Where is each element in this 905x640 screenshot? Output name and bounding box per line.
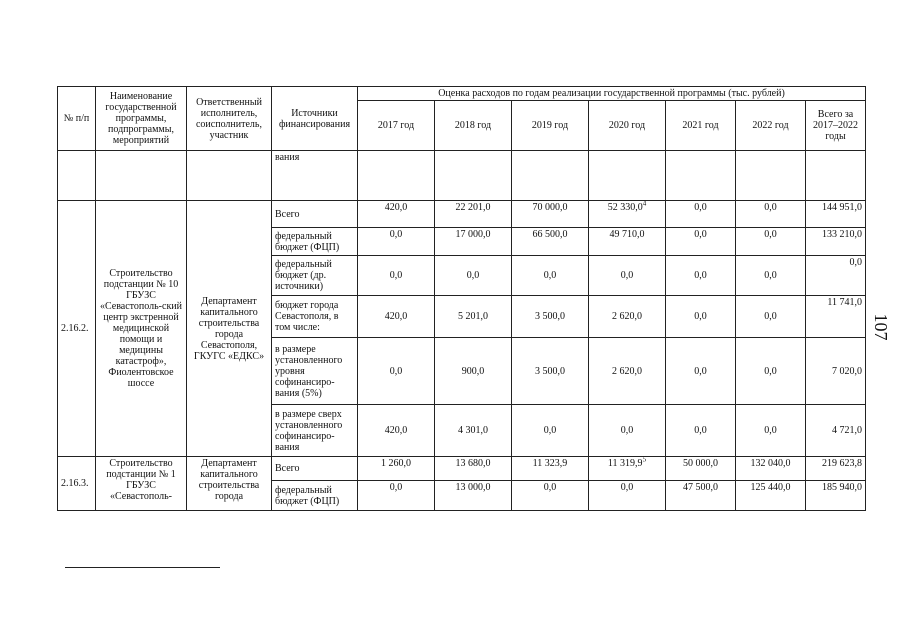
value-cell: 0,0 <box>666 405 736 457</box>
value-cell: 420,0 <box>358 296 435 338</box>
source-label: федеральный бюджет (ФЦП) <box>272 481 358 511</box>
total-cell: 7 020,0 <box>806 338 866 405</box>
value-cell: 0,0 <box>358 338 435 405</box>
value-cell: 0,0 <box>666 256 736 296</box>
value-cell: 5 201,0 <box>435 296 512 338</box>
value-cell: 0,0 <box>666 338 736 405</box>
total-cell: 0,0 <box>806 256 866 296</box>
source-label: Всего <box>272 201 358 228</box>
source-label: федеральный бюджет (ФЦП) <box>272 228 358 256</box>
table-row <box>58 457 866 481</box>
header-estimate: Оценка расходов по годам реализации государственной программы (тыс. рублей) <box>358 87 866 101</box>
value-cell: 0,0 <box>589 405 666 457</box>
value-cell: 0,0 <box>435 256 512 296</box>
source-label: Всего <box>272 457 358 481</box>
footnote-divider <box>65 567 220 568</box>
header-year: 2020 год <box>589 101 666 151</box>
value-cell: 0,0 <box>589 256 666 296</box>
value-cell: 0,0 <box>736 405 806 457</box>
responsible-party: Департамент капитального строительства города Севастополя, ГКУГС «ЕДКС» <box>187 201 272 457</box>
value-cell: 0,0 <box>736 201 806 228</box>
value-cell: 70 000,0 <box>512 201 589 228</box>
value-cell: 0,0 <box>666 296 736 338</box>
header-sources: Источники финансирования <box>272 87 358 151</box>
table-row <box>58 201 866 228</box>
value-cell: 0,0 <box>512 405 589 457</box>
value-cell: 0,0 <box>358 228 435 256</box>
value-cell: 0,0 <box>512 481 589 511</box>
total-cell: 219 623,8 <box>806 457 866 481</box>
value-cell: 0,0 <box>358 481 435 511</box>
value-cell: 0,0 <box>736 256 806 296</box>
value-cell: 0,0 <box>736 228 806 256</box>
total-cell: 185 940,0 <box>806 481 866 511</box>
header-year: 2018 год <box>435 101 512 151</box>
header-name: Наименование государственной программы, подпрограммы, мероприятий <box>96 87 187 151</box>
value-cell: 0,0 <box>666 228 736 256</box>
value-cell: 17 000,0 <box>435 228 512 256</box>
header-responsible: Ответственный исполнитель, соисполнитель, участник <box>187 87 272 151</box>
source-label: бюджет города Севастополя, в том числе: <box>272 296 358 338</box>
page-number: 107 <box>871 313 891 341</box>
total-cell: 144 951,0 <box>806 201 866 228</box>
header-year: 2022 год <box>736 101 806 151</box>
measure-name: Строительство подстанции № 10 ГБУЗС «Севастополь-ский центр экстренной медицинской помощи и медицины катастроф», Фиолентовское шоссе <box>96 201 187 457</box>
value-cell: 22 201,0 <box>435 201 512 228</box>
value-cell: 49 710,0 <box>589 228 666 256</box>
value-cell: 13 000,0 <box>435 481 512 511</box>
value-cell: 50 000,0 <box>666 457 736 481</box>
value-cell: 2 620,0 <box>589 296 666 338</box>
source-label: в размере сверх установленного софинансиро-вания <box>272 405 358 457</box>
value-cell: 13 680,0 <box>435 457 512 481</box>
value-cell: 0,0 <box>736 338 806 405</box>
row-number: 2.16.2. <box>58 201 96 457</box>
value-cell: 0,0 <box>666 201 736 228</box>
value-cell: 4 301,0 <box>435 405 512 457</box>
value-cell: 2 620,0 <box>589 338 666 405</box>
value-cell: 47 500,0 <box>666 481 736 511</box>
value-cell: 125 440,0 <box>736 481 806 511</box>
budget-table <box>57 86 866 511</box>
continuation-text: вания <box>272 151 358 201</box>
header-row-1 <box>58 87 866 101</box>
header-year: 2017 год <box>358 101 435 151</box>
source-label: в размере установленного уровня софинансиро-вания (5%) <box>272 338 358 405</box>
value-cell: 66 500,0 <box>512 228 589 256</box>
responsible-party: Департамент капитального строительства города <box>187 457 272 511</box>
value-cell: 0,0 <box>736 296 806 338</box>
continuation-row <box>58 151 866 201</box>
source-label: федеральный бюджет (др. источники) <box>272 256 358 296</box>
footnote-mark: 5 <box>642 456 647 464</box>
value-cell: 1 260,0 <box>358 457 435 481</box>
value-cell: 420,0 <box>358 405 435 457</box>
total-cell: 4 721,0 <box>806 405 866 457</box>
measure-name: Строительство подстанции № 1 ГБУЗС «Севастополь- <box>96 457 187 511</box>
header-year: 2019 год <box>512 101 589 151</box>
value-cell: 3 500,0 <box>512 338 589 405</box>
value-cell: 52 330,0$^4$ <box>589 201 666 228</box>
value-cell: 420,0 <box>358 201 435 228</box>
value-cell: 11 323,9 <box>512 457 589 481</box>
row-number: 2.16.3. <box>58 457 96 511</box>
value-cell: 11 319,9$^5$ <box>589 457 666 481</box>
value-cell: 900,0 <box>435 338 512 405</box>
total-cell: 133 210,0 <box>806 228 866 256</box>
value-cell: 0,0 <box>512 256 589 296</box>
footnote-mark: 4 <box>642 200 647 208</box>
header-year: 2021 год <box>666 101 736 151</box>
header-year-total: Всего за 2017–2022 годы <box>806 101 866 151</box>
header-num: № п/п <box>58 87 96 151</box>
value-cell: 0,0 <box>358 256 435 296</box>
value-cell: 3 500,0 <box>512 296 589 338</box>
value-cell: 132 040,0 <box>736 457 806 481</box>
value-cell: 0,0 <box>589 481 666 511</box>
total-cell: 11 741,0 <box>806 296 866 338</box>
